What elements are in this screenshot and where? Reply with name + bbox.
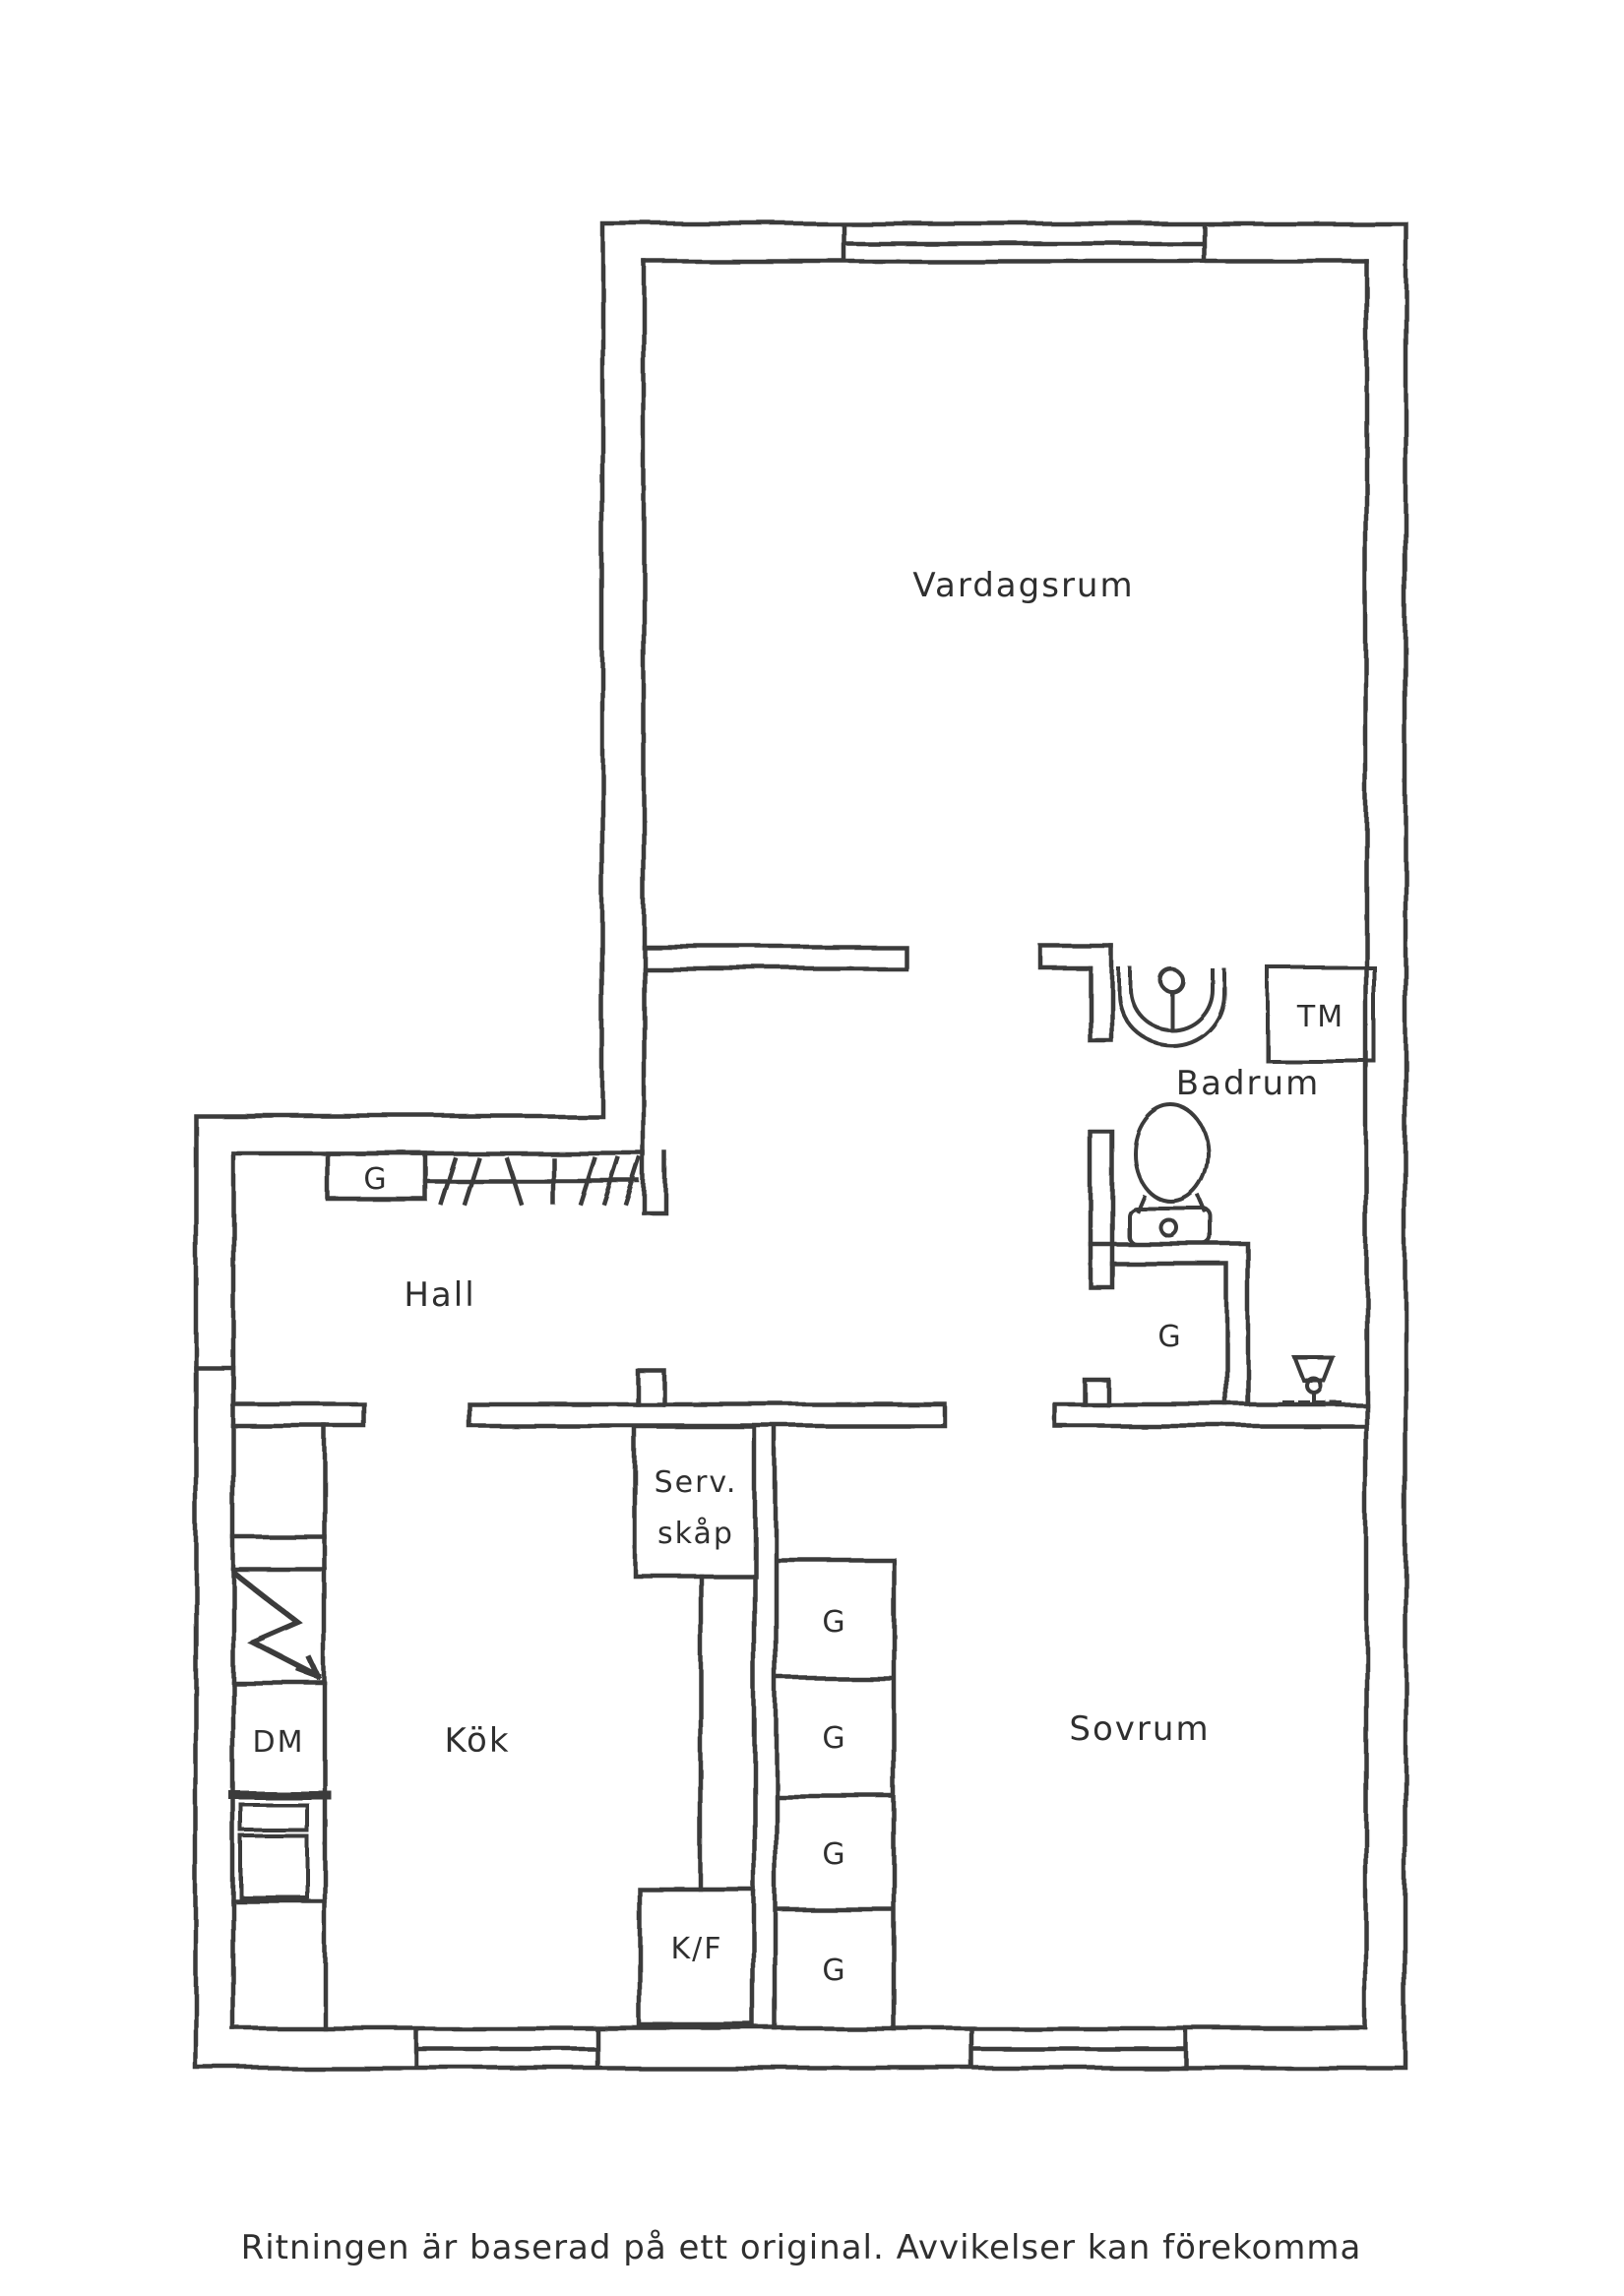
shower-mixer-icon: [1284, 1358, 1345, 1403]
kitchen-sink-icon: [241, 1805, 307, 1897]
stove-lightning-icon: [236, 1575, 319, 1677]
toilet-tank: [1129, 1209, 1211, 1244]
fixtures-group: [236, 967, 1374, 1897]
toilet-bowl: [1135, 1105, 1208, 1202]
kitchen-counter-dividers: [233, 1537, 325, 1901]
hall-closet-stub-wall: [644, 1153, 665, 1212]
room-label-vardagsrum: Vardagsrum: [912, 566, 1135, 605]
kitchen-niche-walls: [701, 1576, 754, 1890]
closet-label-g3: G: [822, 1837, 847, 1872]
room-label-sovrum: Sovrum: [1069, 1709, 1211, 1749]
closet-label-g4: G: [822, 1954, 847, 1988]
outer-wall: [196, 223, 1405, 2068]
bathroom-sink-icon: [1119, 969, 1223, 1045]
closet-label-g-badrum: G: [1157, 1320, 1183, 1354]
appliance-label-tm: TM: [1296, 1000, 1345, 1034]
room-label-kok: Kök: [444, 1721, 511, 1761]
service-cabinet-box: [635, 1427, 755, 1576]
bathroom-left-wall-mid: [1091, 1132, 1112, 1287]
closet-label-g1: G: [822, 1605, 847, 1640]
toilet-icon: [1129, 1105, 1211, 1244]
closet-label-g2: G: [822, 1721, 847, 1756]
toilet-flush-button: [1161, 1220, 1177, 1236]
walls-group: [196, 223, 1405, 2068]
labels-group: [241, 566, 1362, 2267]
room-label-badrum: Badrum: [1175, 1064, 1321, 1103]
living-room-bottom-wall: [644, 947, 906, 968]
window-bedroom: [971, 2030, 1186, 2066]
living-room-bottom-wall-right: [1041, 947, 1112, 968]
window-kitchen: [416, 2030, 597, 2066]
kitchen-sink-drainboard: [241, 1805, 307, 1831]
kitchen-sink-basin: [241, 1836, 307, 1897]
kitchen-top-wall: [233, 1404, 364, 1426]
disclaimer-text: Ritningen är baserad på ett original. Avvikelser kan förekomma: [240, 2228, 1362, 2267]
closet-label-serv-line2: skåp: [657, 1517, 734, 1551]
closet-label-serv-line1: Serv.: [654, 1465, 738, 1500]
wall-notch-left: [196, 1368, 233, 1404]
room-label-hall: Hall: [404, 1275, 476, 1315]
bathroom-bottom-wall: [1055, 1404, 1366, 1426]
hall-bottom-wall: [469, 1404, 945, 1426]
appliance-label-dm: DM: [252, 1725, 305, 1760]
window-living-room: [843, 225, 1204, 260]
hall-bottom-wall-stub: [638, 1371, 664, 1404]
appliance-label-kf: K/F: [670, 1932, 723, 1966]
sink-tap: [1160, 969, 1182, 991]
bathroom-bottom-wall-stub: [1085, 1380, 1108, 1404]
closet-label-g-hall: G: [363, 1162, 389, 1197]
bathroom-left-wall-top: [1091, 947, 1112, 1041]
